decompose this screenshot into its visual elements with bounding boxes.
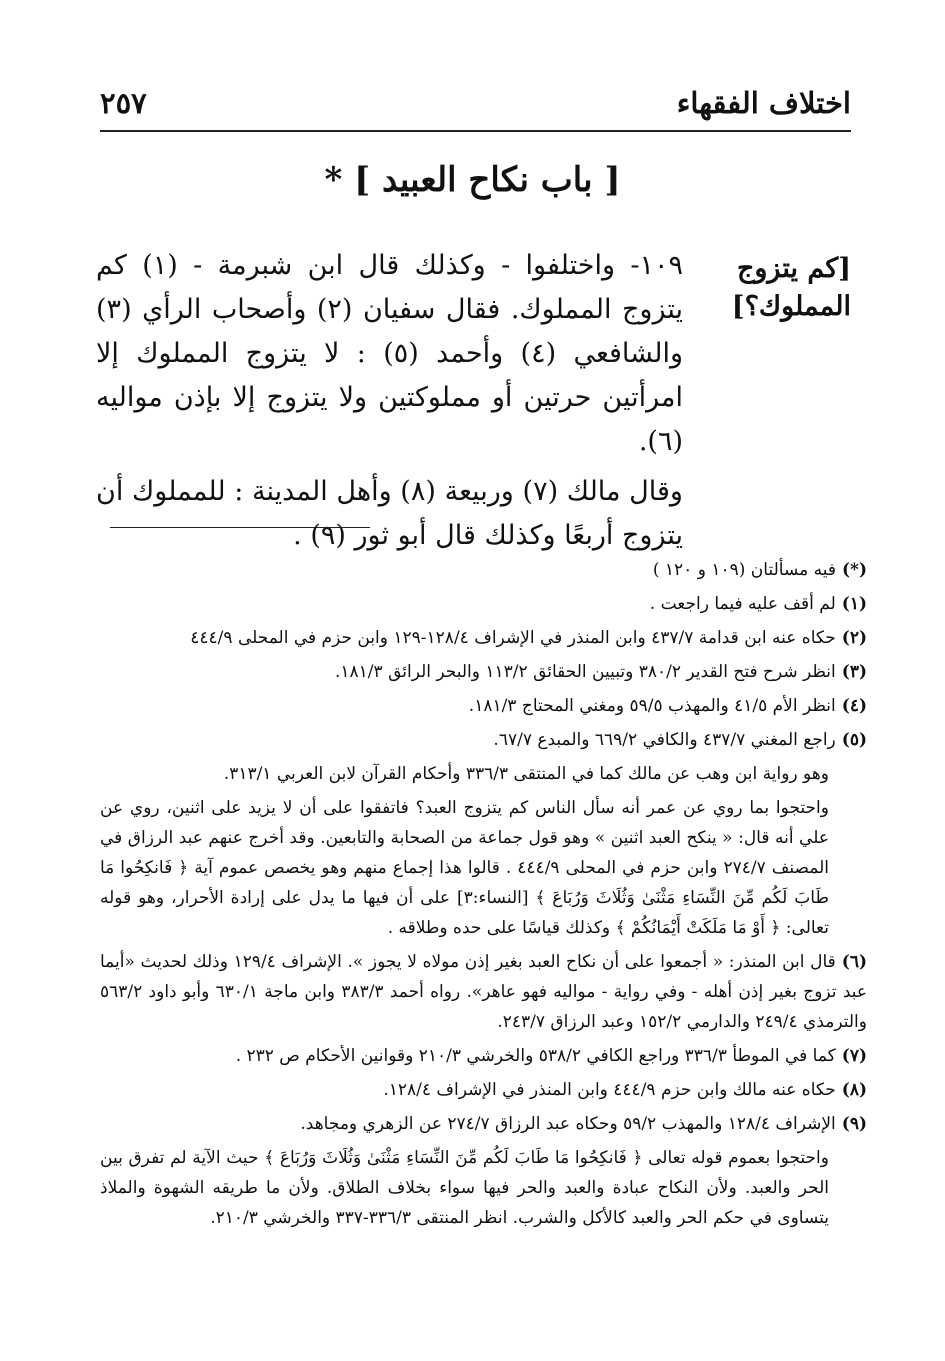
footnote-text: حكاه عنه ابن قدامة ٤٣٧/٧ وابن المنذر في الإشراف ١٢٨/٤-١٢٩ وابن حزم في المحلى ٤٤٤/٩ [190,628,836,648]
footnote-number: (٣) [841,662,867,682]
footnote-text: انظر الأم ٤١/٥ والمهذب ٥٩/٥ ومغني المحتاج ١٨١/٣. [468,696,836,716]
footnote-continuation: وهو رواية ابن وهب عن مالك كما في المنتقى ٣٣٦/٣ وأحكام القرآن لابن العربي ٣١٣/١. [223,764,829,784]
footnote [100,947,867,1037]
main-text [96,244,683,564]
footnote-text: فيه مسألتان (١٠٩ و ١٢٠ ) [652,560,837,580]
footnote-number: (٨) [841,1080,867,1100]
footnote [100,1075,867,1105]
running-title: اختلاف الفقهاء [676,86,851,120]
footnote [100,691,867,721]
footnote-text: انظر شرح فتح القدير ٣٨٠/٢ وتبيين الحقائق ١١٣/٢ والبحر الرائق ١٨١/٣. [335,662,836,682]
footnote [100,657,867,687]
footnote-continuation: واحتجوا بعموم قوله تعالى ﴿ فَانكِحُوا مَا طَابَ لَكُم مِّنَ النِّسَاءِ مَثْنَىٰ وَثُلَاثَ وَرُبَاعَ ﴾ حيث الآية لم تفرق بين الحر والعبد. ولأن النكاح عبادة والعبد والحر فيها سواء بخلاف الطلاق. ولأن ما طريقه الشهوة والملاذ يتساوى في حكم الحر والعبد كالأكل والشرب. انظر المنتقى ٣٣٦/٣-٣٣٧ والخرشي ٢١٠/٣. [100,1148,829,1228]
footnote-text: حكاه عنه مالك وابن حزم ٤٤٤/٩ وابن المنذر في الإشراف ١٢٨/٤. [383,1080,836,1100]
footnote-number: (٢) [841,628,867,648]
chapter-title: [ باب نكاح العبيد ] * [324,160,621,200]
footnote [100,1041,867,1071]
margin-note: [كم يتزوج المملوك؟] [731,253,851,322]
footnote [100,1109,867,1139]
footnote-text: لم أقف عليه فيما راجعت . [649,594,836,614]
paragraph: ١٠٩- واختلفوا - وكذلك قال ابن شبرمة - (١) كم يتزوج المملوك. فقال سفيان (٢) وأصحاب الرأي (٣) والشافعي (٤) وأحمد (٥) : لا يتزوج المملوك إلا امرأتين حرتين أو مملوكتين ولا يتزوج إلا بإذن مواليه (٦). [96,250,683,457]
page-header [100,82,851,132]
page-number: ٢٥٧ [100,86,147,120]
footnote-number: (*) [842,560,867,580]
footnote-number: (٥) [841,730,867,750]
footnote [100,725,867,755]
footnote-number: (١) [841,594,867,614]
footnote [100,589,867,619]
footnote-divider [110,527,370,528]
footnote-text: كما في الموطأ ٣٣٦/٣ وراجع الكافي ٥٣٨/٢ والخرشي ٢١٠/٣ وقوانين الأحكام ص ٢٣٢ . [235,1046,836,1066]
footnote-number: (٩) [841,1114,867,1134]
footnote-continuation: واحتجوا بما روي عن عمر أنه سأل الناس كم يتزوج العبد؟ فاتفقوا على أن لا يزيد على اثنين، روي عن علي أنه قال: « ينكح العبد اثنين » وهو قول جماعة من الصحابة والتابعين. وقد أخرج عنهم عبد الرزاق في المصنف ٢٧٤/٧ وابن حزم في المحلى ٤٤٤/٩ . قالوا هذا إجماع منهم وهو يخصص عموم آية ﴿ فَانكِحُوا مَا طَابَ لَكُم مِّنَ النِّسَاءِ مَثْنَىٰ وَثُلَاثَ وَرُبَاعَ ﴾ [النساء:٣] على أن فيها ما يدل على إرادة الأحرار، وهو قوله تعالى: ﴿ أَوْ مَا مَلَكَتْ أَيْمَانُكُمْ ﴾ وكذلك قياسًا على حده وطلاقه . [100,798,829,938]
footnote [100,623,867,653]
footnote [100,555,867,585]
footnote-text: راجع المغني ٤٣٧/٧ والكافي ٦٦٩/٢ والمبدع ٦٧/٧. [493,730,836,750]
footnote-number: (٧) [841,1046,867,1066]
paragraph: وقال مالك (٧) وربيعة (٨) وأهل المدينة : للمملوك أن يتزوج أربعًا وكذلك قال أبو ثور (٩) . [96,476,683,551]
footnote-text: الإشراف ١٢٨/٤ والمهذب ٥٩/٢ وحكاه عبد الرزاق ٢٧٤/٧ عن الزهري ومجاهد. [300,1114,836,1134]
footnotes [100,555,867,1237]
footnote-number: (٤) [841,696,867,716]
footnote-text: قال ابن المنذر: « أجمعوا على أن نكاح العبد بغير إذن مولاه لا يجوز ». الإشراف ١٢٩/٤ وذلك لحديث «أيما عبد تزوج بغير إذن أهله - وفي رواية - مواليه فهو عاهر». رواه أحمد ٣٨٣/٣ وابن ماجة ٦٣٠/١ وأبو داود ٥٦٣/٢ والترمذي ٢٤٩/٤ والدارمي ١٥٢/٢ وعبد الرزاق ٢٤٣/٧. [100,952,868,1032]
footnote-number: (٦) [841,952,867,972]
